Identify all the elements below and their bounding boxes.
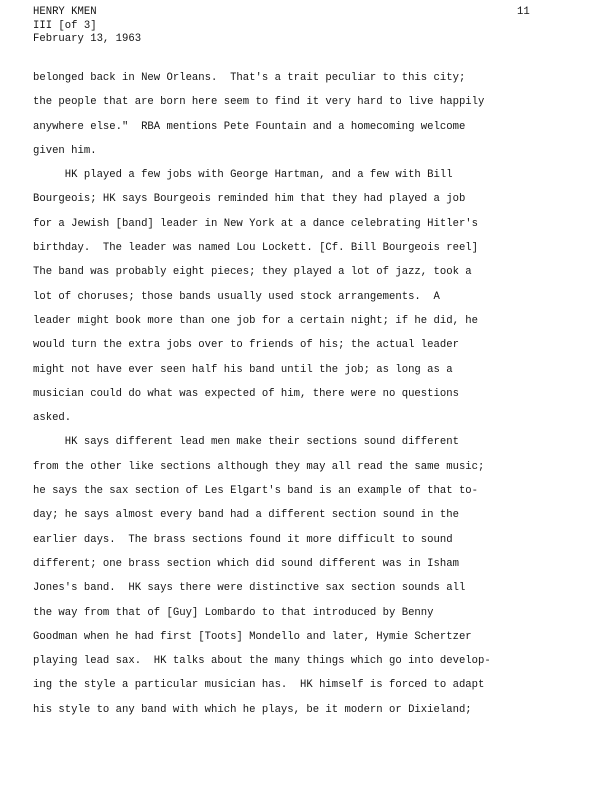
transcript-line: Bourgeois; HK says Bourgeois reminded him that they had played a job: [33, 193, 466, 206]
transcript-line: he says the sax section of Les Elgart's band is an example of that to-: [33, 485, 479, 498]
transcript-line: playing lead sax. HK talks about the many things which go into develop-: [33, 655, 491, 668]
transcript-line: earlier days. The brass sections found it more difficult to sound: [33, 533, 453, 546]
header-reel: III [of 3]: [33, 19, 97, 32]
transcript-line: might not have ever seen half his band until the job; as long as a: [33, 363, 453, 376]
transcript-line: the way from that of [Guy] Lombardo to that introduced by Benny: [33, 606, 434, 619]
transcript-line: leader might book more than one job for a certain night; if he did, he: [33, 314, 479, 327]
header-interviewee: HENRY KMEN: [33, 6, 97, 18]
header-date: February 13, 1963: [33, 33, 142, 45]
transcript-line: anywhere else." RBA mentions Pete Fountain and a homecoming welcome: [33, 120, 466, 133]
transcript-line: would turn the extra jobs over to friends of his; the actual leader: [33, 339, 459, 352]
page-number: 11: [517, 6, 530, 18]
transcript-line: Jones's band. HK says there were distinctive sax section sounds all: [33, 582, 466, 595]
transcript-line: HK played a few jobs with George Hartman, and a few with Bill: [33, 169, 453, 182]
transcript-line: day; he says almost every band had a different section sound in the: [33, 509, 459, 522]
transcript-line: belonged back in New Orleans. That's a trait peculiar to this city;: [33, 72, 466, 84]
transcript-body: [33, 66, 553, 722]
transcript-line: ing the style a particular musician has. HK himself is forced to adapt: [33, 679, 485, 692]
document-header: [33, 6, 141, 47]
transcript-line: musician could do what was expected of him, there were no questions: [33, 387, 459, 400]
transcript-line: the people that are born here seem to find it very hard to live happily: [33, 96, 485, 109]
transcript-line: from the other like sections although they may all read the same music;: [33, 460, 485, 473]
transcript-line: given him.: [33, 144, 97, 157]
transcript-line: lot of choruses; those bands usually used stock arrangements. A: [33, 290, 440, 303]
transcript-line: asked.: [33, 412, 72, 425]
transcript-line: for a Jewish [band] leader in New York at a dance celebrating Hitler's: [33, 217, 479, 230]
transcript-line: birthday. The leader was named Lou Lockett. [Cf. Bill Bourgeois reel]: [33, 242, 479, 255]
transcript-line: Goodman when he had first [Toots] Mondello and later, Hymie Schertzer: [33, 630, 472, 643]
transcript-line: his style to any band with which he plays, be it modern or Dixieland;: [33, 703, 472, 716]
transcript-line: The band was probably eight pieces; they played a lot of jazz, took a: [33, 266, 472, 279]
transcript-line: different; one brass section which did sound different was in Isham: [33, 557, 459, 570]
transcript-line: HK says different lead men make their sections sound different: [33, 436, 459, 449]
